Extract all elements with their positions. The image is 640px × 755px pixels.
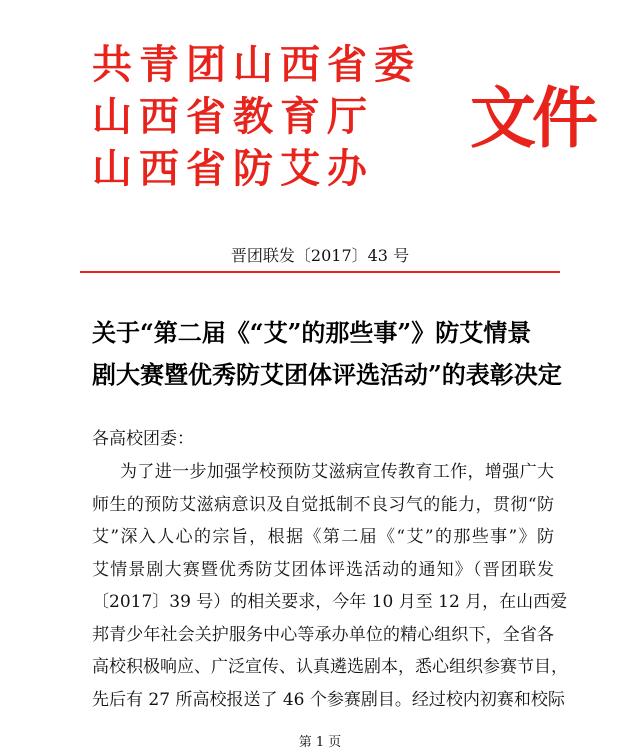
document-type-label: 文件 <box>470 79 594 157</box>
body-line: 〔2017〕39 号）的相关要求，今年 10 月至 12 月，在山西爱 <box>92 592 568 612</box>
document-number: 晋团联发〔2017〕43 号 <box>230 246 410 265</box>
body-line: 高校积极响应、广泛宣传、认真遴选剧本，悉心组织参赛节目， <box>92 657 568 677</box>
body-line: 先后有 27 所高校报送了 46 个参赛剧目。经过校内初赛和校际 <box>92 689 565 710</box>
salutation: 各高校团委： <box>92 429 194 449</box>
red-divider-line <box>80 271 560 273</box>
body-line: 为了进一步加强学校预防艾滋病宣传教育工作，增强广大 <box>120 462 554 482</box>
page-number: 第 1 页 <box>298 735 342 750</box>
issuer-line-education-dept: 山西省教育厅 <box>92 93 374 140</box>
document-title <box>92 312 562 396</box>
issuer-line-aids-office: 山西省防艾办 <box>92 145 374 192</box>
title-line-2: 剧大赛暨优秀防艾团体评选活动”的表彰决定 <box>92 360 562 389</box>
issuer-line-youth-league: 共青团山西省委 <box>92 41 421 88</box>
body-line: 师生的预防艾滋病意识及自觉抵制不良习气的能力，贯彻“防 <box>92 494 554 515</box>
body-line: 邦青少年社会关护服务中心等承办单位的精心组织下，全省各 <box>92 624 554 645</box>
body-paragraph <box>92 456 568 716</box>
title-line-1: 关于“第二届《“艾”的那些事”》防艾情景 <box>92 318 532 347</box>
body-line: 艾情景剧大赛暨优秀防艾团体评选活动的通知》（晋团联发 <box>92 559 554 580</box>
body-line: 艾”深入人心的宗旨，根据《第二届《“艾”的那些事”》防 <box>92 527 554 547</box>
issuer-block <box>92 40 472 196</box>
